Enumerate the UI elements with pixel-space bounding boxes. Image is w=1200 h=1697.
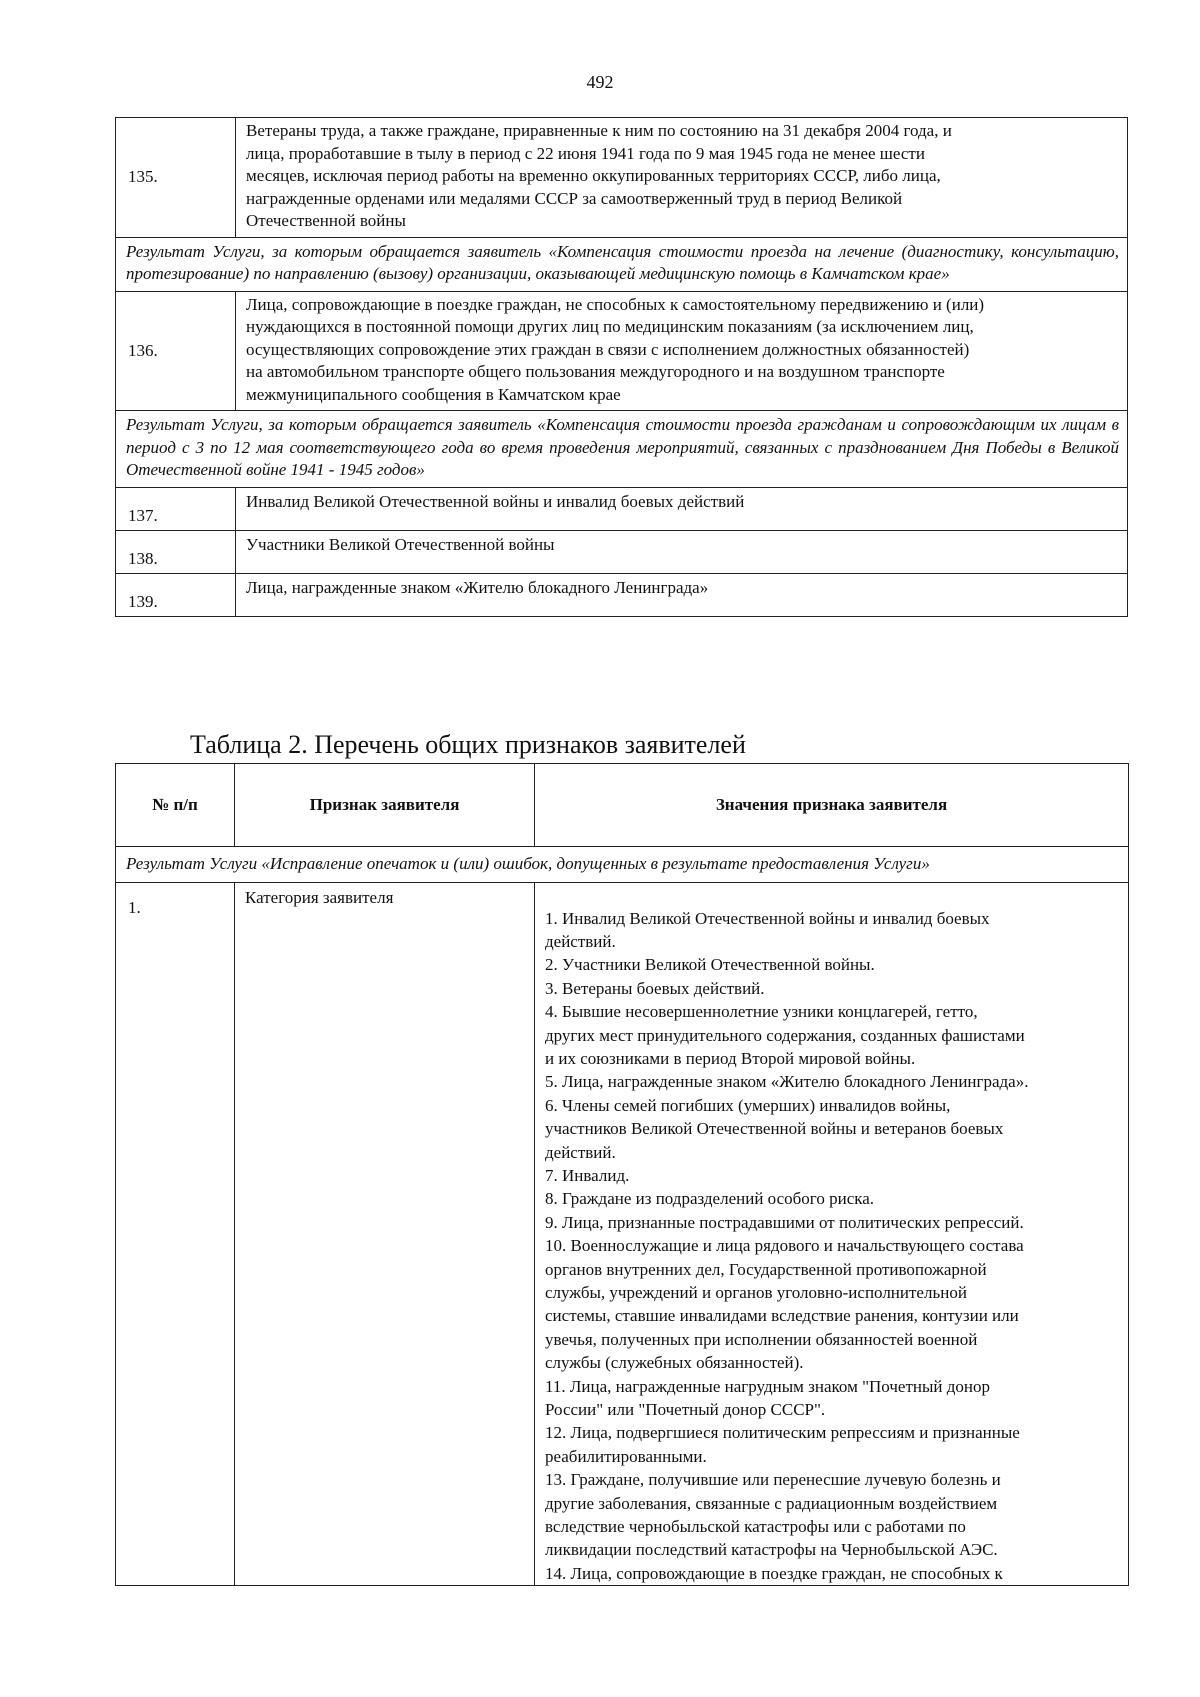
page-number: 492 bbox=[586, 72, 614, 92]
applicant-attributes-table bbox=[115, 763, 1129, 1586]
value-line: 3. Ветераны боевых действий. bbox=[545, 978, 765, 998]
table-row bbox=[116, 882, 1129, 1586]
text-line: лица, проработавшие в тылу в период с 22 июня 1941 года по 9 мая 1945 года не менее шести bbox=[246, 143, 925, 163]
value-line: системы, ставшие инвалидами вследствие ранения, контузии или bbox=[545, 1306, 1019, 1326]
text-line: награжденные орденами или медалями СССР за самоотверженный труд в период Великой bbox=[246, 188, 903, 208]
service-result-heading: Результат Услуги, за которым обращается заявитель «Компенсация стоимости проезда на лечение (диагностику, консультацию, протезирование) по направлению (вызову) организации, оказывающей медицинскую помощь в Камчатском крае» bbox=[116, 237, 1128, 291]
value-line: России" или "Почетный донор СССР". bbox=[545, 1400, 826, 1420]
value-line: реабилитированными. bbox=[545, 1446, 707, 1466]
row-text: Инвалид Великой Отечественной войны и инвалид боевых действий bbox=[236, 487, 1128, 530]
header-row bbox=[116, 764, 1129, 847]
table2-body bbox=[116, 847, 1129, 1586]
text-line: Лица, сопровождающие в поездке граждан, не способных к самостоятельному передвижению и (или) bbox=[246, 294, 985, 314]
row-number: 138. bbox=[116, 530, 236, 573]
row-text bbox=[236, 118, 1128, 238]
text-line: Ветераны труда, а также граждане, приравненные к ним по состоянию на 31 декабря 2004 года, и bbox=[246, 121, 952, 140]
attribute-name: Категория заявителя bbox=[235, 882, 535, 1586]
text-line: Отечественной войны bbox=[246, 211, 406, 230]
result-row bbox=[116, 237, 1128, 291]
value-line: действий. bbox=[545, 931, 616, 951]
header-attribute: Признак заявителя bbox=[235, 764, 535, 847]
text-line: межмуниципального сообщения в Камчатском крае bbox=[246, 384, 621, 404]
text-line: осуществляющих сопровождение этих граждан в связи с исполнением должностных обязанностей) bbox=[246, 339, 970, 359]
row-number: 1. bbox=[116, 882, 235, 1586]
value-line: увечья, полученных при исполнении обязанностей военной bbox=[545, 1329, 978, 1349]
header-values: Значения признака заявителя bbox=[535, 764, 1129, 847]
table-row bbox=[116, 118, 1128, 238]
row-number: 136. bbox=[116, 291, 236, 411]
value-line: 14. Лица, сопровождающие в поездке граждан, не способных к bbox=[545, 1563, 1003, 1583]
value-line: 12. Лица, подвергшиеся политическим репрессиям и признанные bbox=[545, 1423, 1020, 1443]
result-row bbox=[116, 411, 1128, 488]
row-text: Участники Великой Отечественной войны bbox=[236, 530, 1128, 573]
row-number: 137. bbox=[116, 487, 236, 530]
header-num: № п/п bbox=[116, 764, 235, 847]
row-text bbox=[236, 291, 1128, 411]
text-line: нуждающихся в постоянной помощи других лиц по медицинским показаниям (за исключением лиц, bbox=[246, 317, 974, 336]
value-line: другие заболевания, связанные с радиационным воздействием bbox=[545, 1493, 998, 1513]
value-line: 1. Инвалид Великой Отечественной войны и инвалид боевых bbox=[545, 908, 990, 928]
result-row bbox=[116, 847, 1129, 883]
row-number: 135. bbox=[116, 118, 236, 238]
value-line: органов внутренних дел, Государственной противопожарной bbox=[545, 1259, 987, 1279]
value-line: ликвидации последствий катастрофы на Чернобыльской АЭС. bbox=[545, 1540, 998, 1560]
value-line: 4. Бывшие несовершеннолетние узники концлагерей, гетто, bbox=[545, 1002, 978, 1022]
value-line: 5. Лица, награжденные знаком «Жителю блокадного Ленинграда». bbox=[545, 1072, 1029, 1092]
text-line: на автомобильном транспорте общего пользования междугородного и на воздушном транспорте bbox=[246, 362, 945, 381]
value-line: 7. Инвалид. bbox=[545, 1165, 630, 1185]
service-result-heading: Результат Услуги «Исправление опечаток и (или) ошибок, допущенных в результате предоставления Услуги» bbox=[116, 847, 1129, 883]
value-line: 11. Лица, награжденные нагрудным знаком "Почетный донор bbox=[545, 1376, 991, 1396]
value-line: других мест принудительного содержания, созданных фашистами bbox=[545, 1025, 1025, 1045]
attribute-values bbox=[535, 882, 1129, 1586]
value-line: вследствие чернобыльской катастрофы или с работами по bbox=[545, 1517, 966, 1537]
table-row bbox=[116, 487, 1128, 530]
table-row bbox=[116, 291, 1128, 411]
value-line: службы (служебных обязанностей). bbox=[545, 1353, 804, 1373]
service-result-heading: Результат Услуги, за которым обращается заявитель «Компенсация стоимости проезда гражданам и сопровождающим их лицам в период с 3 по 12 мая соответствующего года во время проведения мероприятий, связанных с празднованием Дня Победы в Великой Отечественной войне 1941 - 1945 годов» bbox=[116, 411, 1128, 488]
beneficiary-categories-table bbox=[115, 117, 1128, 617]
value-line: действий. bbox=[545, 1142, 616, 1162]
value-line: 2. Участники Великой Отечественной войны. bbox=[545, 955, 875, 975]
value-line: службы, учреждений и органов уголовно-исполнительной bbox=[545, 1283, 967, 1302]
text-line: месяцев, исключая период работы на временно оккупированных территориях СССР, либо лица, bbox=[246, 166, 941, 185]
value-line: 13. Граждане, получившие или перенесшие лучевую болезнь и bbox=[545, 1470, 1001, 1490]
value-line: 8. Граждане из подразделений особого риска. bbox=[545, 1189, 875, 1209]
row-text: Лица, награжденные знаком «Жителю блокадного Ленинграда» bbox=[236, 573, 1128, 616]
table2-title: Таблица 2. Перечень общих признаков заявителей bbox=[190, 730, 746, 759]
table-row bbox=[116, 573, 1128, 616]
table-row bbox=[116, 530, 1128, 573]
value-line: и их союзниками в период Второй мировой войны. bbox=[545, 1048, 916, 1068]
table1-body bbox=[116, 118, 1128, 617]
table2-header bbox=[116, 764, 1129, 847]
value-line: участников Великой Отечественной войны и ветеранов боевых bbox=[545, 1119, 1004, 1139]
value-line: 10. Военнослужащие и лица рядового и начальствующего состава bbox=[545, 1236, 1024, 1256]
value-line: 9. Лица, признанные пострадавшими от политических репрессий. bbox=[545, 1212, 1024, 1232]
row-number: 139. bbox=[116, 573, 236, 616]
value-line: 6. Члены семей погибших (умерших) инвалидов войны, bbox=[545, 1095, 951, 1115]
